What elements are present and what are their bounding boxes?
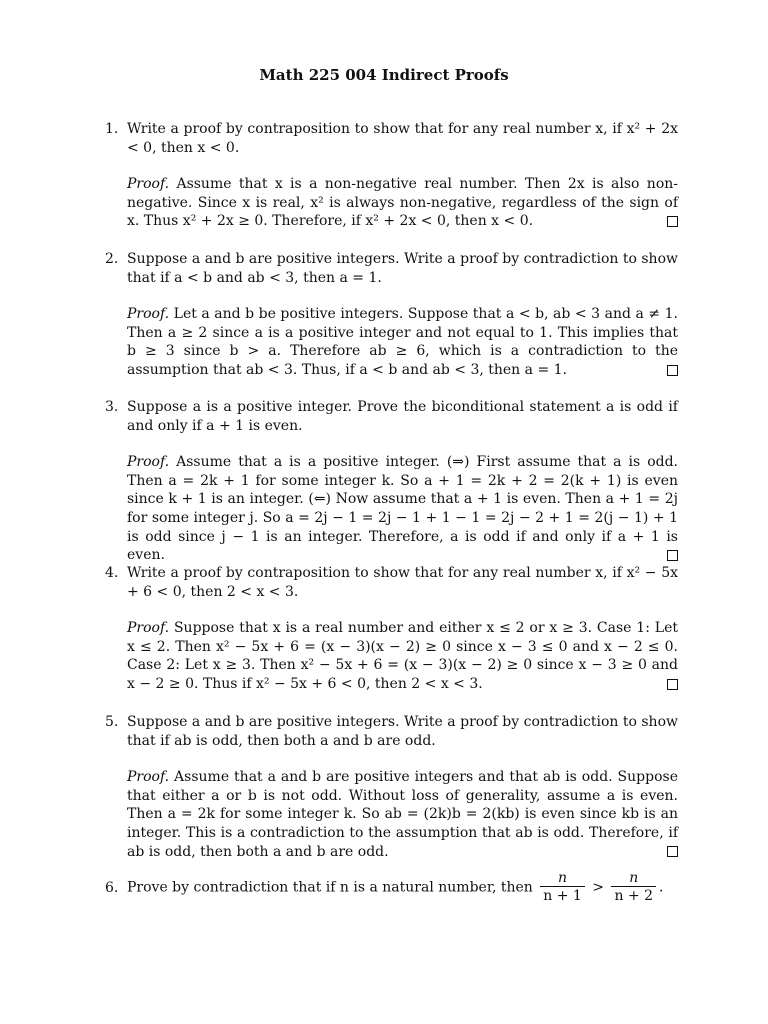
proof-text: Assume that a is a positive integer. (⇒) First assume that a is odd. Then a = 2k + 1 for some integer k. So a + 1 = 2k + 2 = 2(k + 1) is even since k + 1 is an integer. (⇐) Now assume that a + 1 is even. Then a + 1 = 2j for some integer j. So a = 2j − 1 = 2j − 1 + 1 − 1 = 2j − 2 + 1 = 2(j − 1) + 1 is odd since j − 1 is an integer. Therefore, a is odd if and only if a + 1 is even. [127,454,678,564]
problem-number: 4. [105,565,119,581]
fraction-left-numerator: n [540,870,585,887]
problem-statement: Write a proof by contraposition to show that for any real number x, if x² + 2x < 0, then x < 0. [127,121,678,156]
proof-label: Proof. [127,454,170,471]
proof-text: Assume that x is a non-negative real number. Then 2x is also non-negative. Since x is real, x² is always non-negative, regardless of the sign of x. Thus x² + 2x ≥ 0. Therefore, if x² + 2x < 0, then x < 0. [127,176,678,230]
proof-block [127,619,678,693]
greater-than-sign: > [592,879,605,896]
proof-text: Suppose that x is a real number and either x ≤ 2 or x ≥ 3. Case 1: Let x ≤ 2. Then x² − 5x + 6 = (x − 3)(x − 2) ≥ 0 since x − 3 ≤ 0 and x − 2 ≤ 0. Case 2: Let x ≥ 3. Then x² − 5x + 6 = (x − 3)(x − 2) ≥ 0 since x − 3 ≥ 0 and x − 2 ≥ 0. Thus if x² − 5x + 6 < 0, then 2 < x < 3. [127,620,678,692]
qed-icon [667,846,678,857]
proof-block [127,175,678,231]
problem-6 [105,870,678,905]
qed-icon [667,679,678,690]
problem-number: 1. [105,121,119,137]
statement-period: . [659,879,664,896]
proof-block [127,453,678,565]
qed-icon [667,365,678,376]
proof-text: Assume that a and b are positive integers and that ab is odd. Suppose that either a or b is not odd. Without loss of generality, assume a is even. Then a = 2k for some integer k. So ab = (2k)b = 2(kb) is even since kb is an integer. This is a contradiction to the assumption that ab is odd. Therefore, if ab is odd, then both a and b are odd. [127,769,678,860]
fraction-left [540,870,585,905]
problem-statement: Suppose a is a positive integer. Prove the biconditional statement a is odd if and only if a + 1 is even. [127,399,678,434]
qed-icon [667,216,678,227]
problem-2 [105,250,678,380]
proof-text: Let a and b be positive integers. Suppose that a < b, ab < 3 and a ≠ 1. Then a ≥ 2 since a is a positive integer and not equal to 1. This implies that b ≥ 3 since b > a. Therefore ab ≥ 6, which is a contradiction to the assumption that ab < 3. Thus, if a < b and ab < 3, then a = 1. [127,306,678,378]
proof-block [127,305,678,379]
fraction-right-denominator: n + 2 [614,888,654,904]
problem-statement: Suppose a and b are positive integers. Write a proof by contradiction to show that if ab is odd, then both a and b are odd. [127,714,678,749]
proof-label: Proof. [127,306,170,323]
proof-label: Proof. [127,176,170,193]
proof-block [127,768,678,861]
fraction-right [611,870,656,905]
problem-statement: Suppose a and b are positive integers. Write a proof by contradiction to show that if a < b and ab < 3, then a = 1. [127,251,678,286]
qed-icon [667,550,678,561]
problem-4 [105,564,678,694]
problem-statement: Write a proof by contraposition to show that for any real number x, if x² − 5x + 6 < 0, then 2 < x < 3. [127,565,678,600]
page-title: Math 225 004 Indirect Proofs [259,66,509,84]
problem-number: 6. [105,880,119,896]
problem-1 [105,120,678,231]
problem-number: 3. [105,399,119,415]
problem-number: 5. [105,714,119,730]
problem-number: 2. [105,251,119,267]
problem-5 [105,713,678,861]
fraction-left-denominator: n + 1 [543,888,582,904]
proof-label: Proof. [127,769,170,786]
problem-3 [105,398,678,565]
problem-statement [127,870,678,905]
fraction-right-numerator: n [611,870,656,887]
problem-statement-text: Prove by contradiction that if n is a natural number, then [127,879,533,896]
proof-label: Proof. [127,620,170,637]
